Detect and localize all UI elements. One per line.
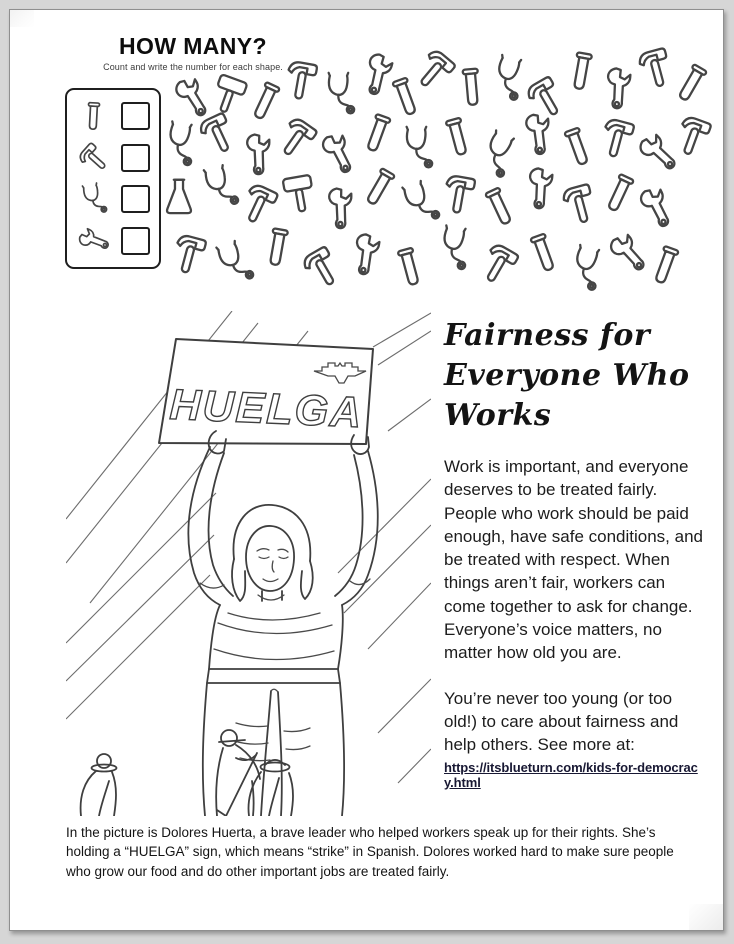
dolores-figure [188, 431, 377, 816]
answer-row-hammer [67, 141, 159, 175]
answer-box-test-tube [121, 102, 150, 130]
stethoscope-icon [73, 179, 113, 219]
article-title-line-3: Works [444, 398, 552, 433]
article-title [444, 316, 706, 436]
worksheet-title: HOW MANY? [119, 33, 267, 59]
huelga-sign-text: HUELGA [168, 380, 365, 438]
answer-row-stethoscope [67, 182, 159, 216]
answer-box-stethoscope [121, 185, 150, 213]
answer-box-hammer [121, 144, 150, 172]
answer-box-wrench [121, 227, 150, 255]
picture-caption: In the picture is Dolores Huerta, a brave leader who helped workers speak up for their rights. She’s holding a “HUELGA” sign, which means “strike” in Spanish. Dolores worked hard to make sure people who grow our food and do other important jobs are treated fairly. [66, 825, 674, 879]
article-paragraph-2: You’re never too young (or too old!) to care about fairness and help others. See more at: [444, 688, 679, 755]
answer-key-box [65, 88, 161, 269]
huelga-sign [159, 339, 373, 444]
hammer-icon [69, 134, 117, 182]
worksheet-subtitle: Count and write the number for each shape. [103, 62, 283, 73]
answer-row-test-tube [67, 99, 159, 133]
article-paragraph-1: Work is important, and everyone deserves to be treated fairly. People who work should be paid enough, have safe conditions, and be treated with respect. When things aren’t fair, workers can come together to ask for change. Everyone’s voice matters, no matter how old you are. [444, 457, 703, 663]
test-tube-icon [75, 99, 111, 135]
kids-for-democracy-link[interactable]: https://itsblueturn.com/kids-for-democracy.html [444, 759, 698, 790]
answer-row-wrench [67, 224, 159, 258]
article-title-line-1: Fairness for [444, 318, 651, 353]
wrench-icon [69, 217, 117, 265]
article-title-line-2: Everyone Who [444, 358, 690, 393]
article-column [444, 316, 706, 792]
illustration-dolores-huerta [66, 311, 431, 816]
worksheet-page [9, 9, 724, 931]
